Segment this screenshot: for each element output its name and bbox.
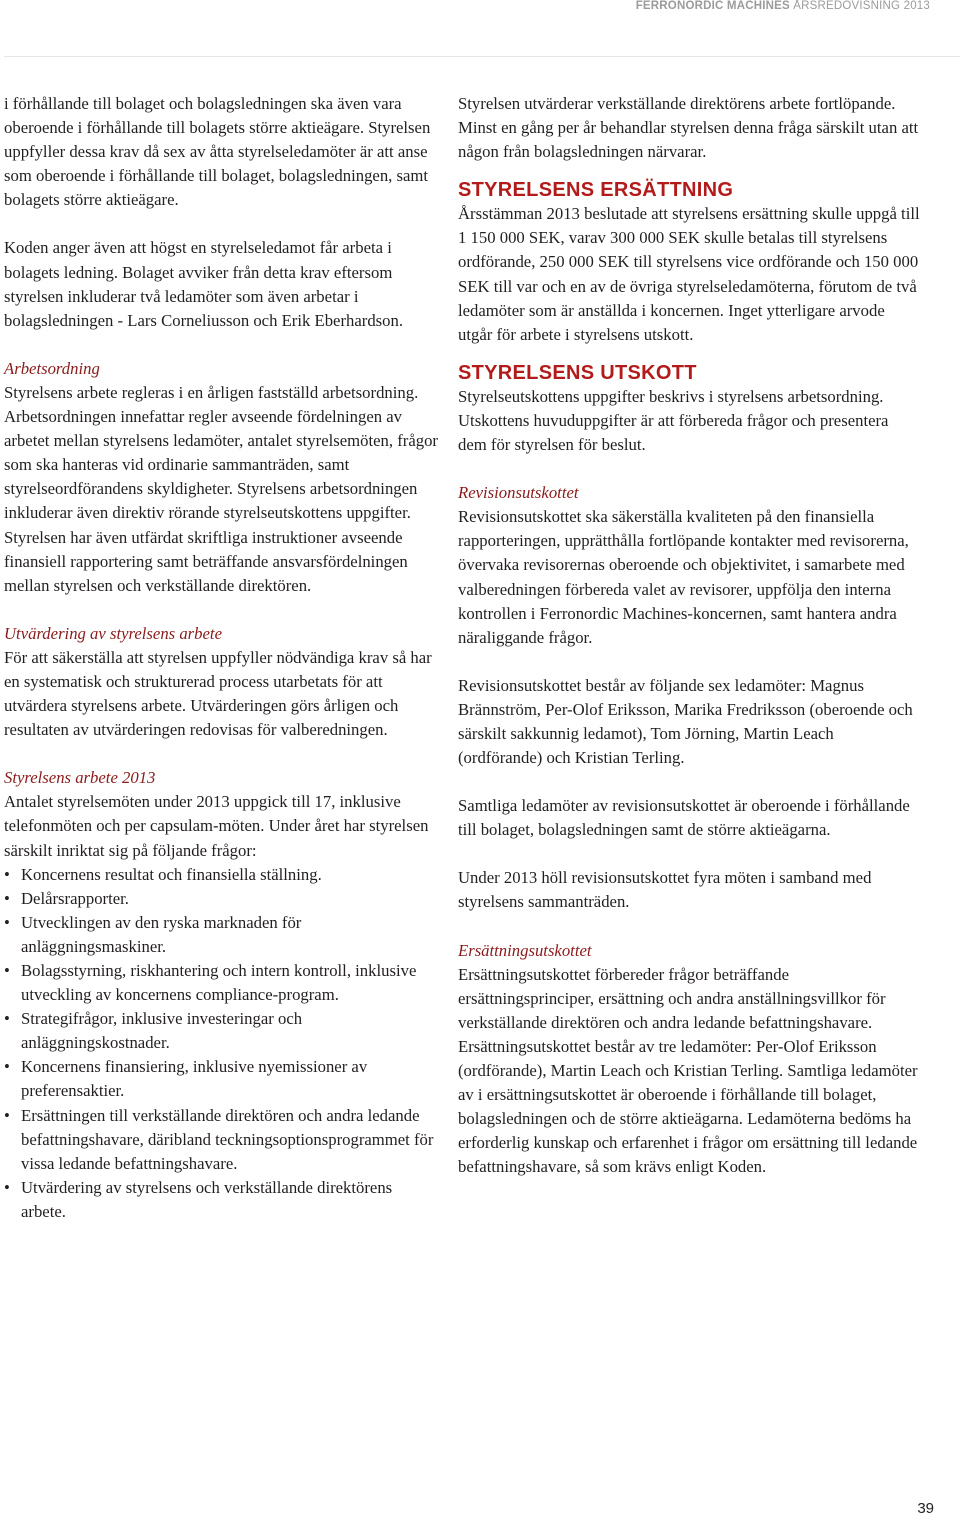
list-item: • Bolagsstyrning, riskhantering och intern kontroll, inklusive utveckling av koncernens compliance-program. xyxy=(4,959,438,1007)
ersattningsutskottet-heading: Ersättningsutskottet xyxy=(458,940,592,960)
list-item: • Strategifrågor, inklusive investeringar och anläggningskostnader. xyxy=(4,1007,438,1055)
revisionsutskottet-heading: Revisionsutskottet xyxy=(458,483,579,503)
ersattning-paragraph: Årsstämman 2013 beslutade att styrelsens ersättning skulle uppgå till 1 150 000 SEK, varav 300 000 SEK skulle betalas till styrelsens ordförande, 250 000 SEK till styrelsens vice ordförande och 150 000 SEK till var och en av de övriga styrelseledamöterna, förutom de två ledamöter som är anställda i koncernen. Inget ytterligare arvode utgår för arbete i styrelsens utskott. xyxy=(458,204,920,344)
list-item: • Koncernens resultat och finansiella ställning. xyxy=(4,863,438,887)
page-number: 39 xyxy=(917,1500,934,1517)
arbetsordning-heading: Arbetsordning xyxy=(4,358,100,378)
list-item: • Delårsrapporter. xyxy=(4,887,438,911)
utvardering-heading: Utvärdering av styrelsens arbete xyxy=(4,623,222,643)
utvardering-paragraph: För att säkerställa att styrelsen uppfyller nödvändiga krav så har en systematisk och strukturerad process utarbetats för att utvärdera styrelsens arbete. Utvärderingen görs årligen och resultaten av utvärderingen redovisas för valberedningen. xyxy=(4,647,432,740)
focus-areas-list xyxy=(4,863,438,1224)
list-item: • Ersättningen till verkställande direktören och andra ledande befattningshavare, däribland teckningsoptionsprogrammet för vissa ledande befattningshavare. xyxy=(4,1104,438,1176)
left-column xyxy=(4,92,438,1224)
vd-evaluation-paragraph: Styrelsen utvärderar verkställande direktörens arbete fortlöpande. Minst en gång per år behandlar styrelsen denna fråga särskilt utan att någon från bolagsledningen närvarar. xyxy=(458,94,919,162)
header-report-title: ÅRSREDOVISNING 2013 xyxy=(793,0,930,12)
arbetsordning-paragraph: Styrelsens arbete regleras i en årligen fastställd arbetsordning. Arbetsordningen innefattar regler avseende fördelningen av arbetet mellan styrelsens ledamöter, antalet styrelsemöten, frågor som ska hanteras vid ordinarie sammanträden, samt styrelseordförandens skyldigheter. Styrelsens arbetsordningen inkluderar även direktiv rörande styrelseutskottens uppgifter. Styrelsen har även utfärdat skriftliga instruktioner avseende finansiell rapportering samt beträffande ansvarsfördelningen mellan styrelsen och verkställande direktören. xyxy=(4,382,438,595)
list-item: • Koncernens finansiering, inklusive nyemissioner av preferensaktier. xyxy=(4,1055,438,1103)
independence-paragraph: i förhållande till bolaget och bolagsledningen ska även vara oberoende i förhållande till bolagets större aktieägare. Styrelsen uppfyller dessa krav då sex av åtta styrelseledamöter är att anse som oberoende i förhållande till bolaget, bolagsledningen, samt bolagets större aktieägare. xyxy=(4,94,431,210)
utskott-paragraph: Styrelseutskottens uppgifter beskrivs i styrelsens arbetsordning. Utskottens huvuduppgifter är att förbereda frågor och presentera dem för styrelsen för beslut. xyxy=(458,386,889,455)
revisionsutskottet-paragraph-1: Revisionsutskottet ska säkerställa kvaliteten på den finansiella rapporteringen, upprätthålla fortlöpande kontakter med revisorerna, övervaka revisorernas oberoende och objektivitet, i samarbete med valberedningen förbereda valet av revisorer, uppfölja den interna kontrollen i Ferronordic Machines-koncernen, samt hantera andra näraliggande frågor. xyxy=(458,507,909,647)
header-divider xyxy=(4,56,960,57)
utskott-section-heading: STYRELSENS UTSKOTT xyxy=(458,361,697,384)
revisionsutskottet-paragraph-4: Under 2013 höll revisionsutskottet fyra möten i samband med styrelsens sammanträden. xyxy=(458,868,872,912)
revisionsutskottet-paragraph-2: Revisionsutskottet består av följande sex ledamöter: Magnus Brännström, Per-Olof Eriksson, Marika Fredriksson (oberoende och särskilt sakkunnig ledamot), Tom Jörning, Martin Leach (ordförande) och Kristian Terling. xyxy=(458,675,913,768)
ersattning-section-heading: STYRELSENS ERSÄTTNING xyxy=(458,179,734,202)
running-header xyxy=(636,0,930,14)
arbete-2013-heading: Styrelsens arbete 2013 xyxy=(4,768,156,788)
header-brand: FERRONORDIC MACHINES xyxy=(635,0,790,12)
koden-paragraph: Koden anger även att högst en styrelseledamot får arbeta i bolagets ledning. Bolaget avviker från detta krav eftersom styrelsen inkluderar två ledamöter som även arbetar i bolagsledningen - Lars Corneliusson och Erik Eberhardson. xyxy=(4,238,404,330)
list-item: • Utvärdering av styrelsens och verkställande direktörens arbete. xyxy=(4,1176,438,1224)
arbete-2013-paragraph: Antalet styrelsemöten under 2013 uppgick till 17, inklusive telefonmöten och per capsulam-möten. Under året har styrelsen särskilt inriktat sig på följande frågor: xyxy=(4,792,429,860)
list-item: • Utvecklingen av den ryska marknaden för anläggningsmaskiner. xyxy=(4,911,438,959)
revisionsutskottet-paragraph-3: Samtliga ledamöter av revisionsutskottet är oberoende i förhållande till bolaget, bolagsledningen samt de större aktieägarna. xyxy=(458,796,910,840)
right-column xyxy=(458,92,920,1179)
ersattningsutskottet-paragraph: Ersättningsutskottet förbereder frågor beträffande ersättningsprinciper, ersättning och andra anställningsvillkor för verkställande direktören och andra ledande befattningshavare. Ersättningsutskottet består av tre ledamöter: Per-Olof Eriksson (ordförande), Martin Leach och Kristian Terling. Samtliga ledamöter av i ersättningsutskottet är oberoende i förhållande till bolaget, bolagsledningen och de större aktieägarna. Ledamöterna bedöms ha erforderlig kunskap och erfarenhet i frågor om ersättning till ledande befattningshavare, så som krävs enligt Koden. xyxy=(458,964,918,1177)
